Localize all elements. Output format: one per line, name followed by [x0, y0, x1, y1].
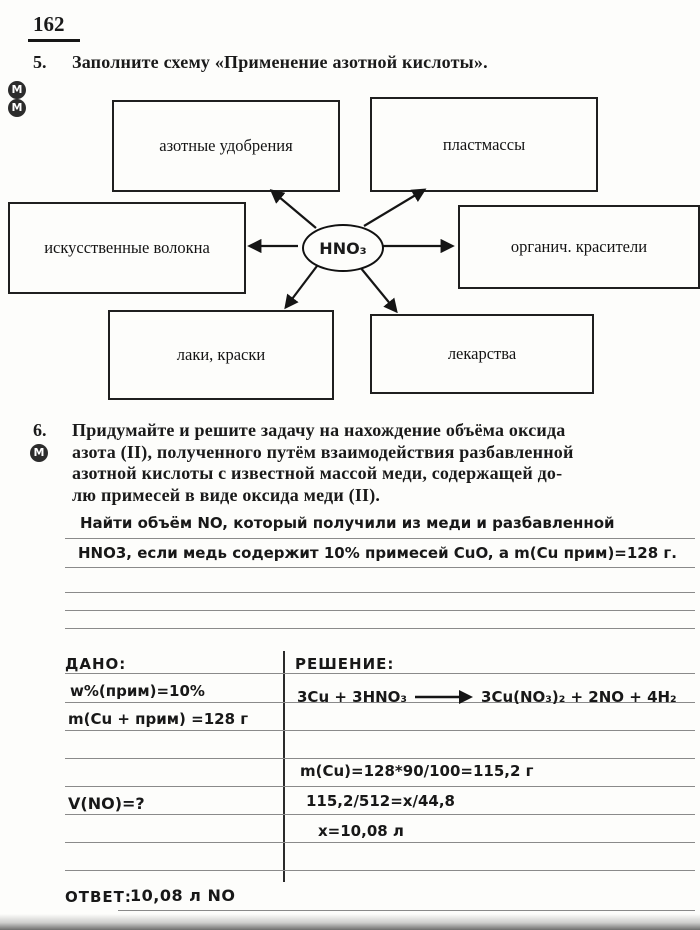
ruled-line	[65, 730, 695, 731]
ruled-line	[65, 610, 695, 611]
ruled-line	[65, 842, 695, 843]
page-number-underline	[28, 39, 80, 42]
reaction-arrow-icon	[415, 690, 473, 704]
answer-value: 10,08 л NO	[130, 886, 236, 905]
answer-label: ОТВЕТ:	[65, 888, 132, 906]
hno3-label: HNO₃	[319, 238, 367, 258]
task6-text	[72, 420, 687, 506]
task5-text: Заполните схему «Применение азотной кислоты».	[72, 52, 488, 72]
hno3-center-node	[302, 224, 384, 272]
given-item: V(NO)=?	[68, 794, 145, 813]
column-divider	[283, 651, 285, 882]
handwritten-problem-line1: Найти объём NO, который получили из меди и разбавленной	[80, 514, 615, 532]
ruled-line	[65, 870, 695, 871]
ruled-line	[65, 538, 695, 539]
given-item: w%(прим)=10%	[70, 682, 205, 700]
handwritten-problem-line2: HNO3, если медь содержит 10% примесей CuO, а m(Cu прим)=128 г.	[78, 544, 677, 562]
solution-step: 115,2/512=x/44,8	[306, 792, 455, 810]
given-label: ДАНО:	[65, 655, 127, 673]
task6-text-line: азота (II), полученного путём взаимодействия разбавленной	[72, 441, 574, 462]
ruled-line	[65, 673, 695, 674]
box-label: искусственные волокна	[44, 238, 210, 257]
box-label: азотные удобрения	[159, 136, 293, 155]
ruled-line	[65, 758, 695, 759]
ruled-line	[65, 786, 695, 787]
m-marker-icon: М	[8, 81, 26, 99]
box-label: лаки, краски	[176, 345, 266, 364]
page-number: 162	[33, 12, 65, 36]
task5-number: 5.	[33, 52, 47, 72]
scan-edge-shadow	[0, 914, 700, 930]
ruled-line	[65, 592, 695, 593]
m-marker-icon: М	[30, 444, 48, 462]
solution-step: x=10,08 л	[318, 822, 404, 840]
ruled-line	[65, 567, 695, 568]
reaction-equation-rhs: 3Cu(NO₃)₂ + 2NO + 4H₂	[481, 688, 677, 706]
box-label: пластмассы	[442, 134, 526, 154]
arrow	[272, 191, 316, 228]
task6-text-line: азотной кислоты с известной массой меди, содержащей до-	[72, 463, 563, 483]
ruled-line	[65, 814, 695, 815]
arrow	[360, 267, 396, 311]
task6-text-line: Придумайте и решите задачу на нахождение объёма оксида	[72, 420, 566, 440]
ruled-line	[65, 628, 695, 629]
solution-label: РЕШЕНИЕ:	[295, 655, 395, 673]
reaction-equation	[297, 688, 677, 706]
ruled-line	[118, 910, 695, 911]
arrow	[364, 190, 424, 226]
reaction-equation-lhs: 3Cu + 3HNO₃	[297, 688, 408, 706]
solution-step: m(Cu)=128*90/100=115,2 г	[300, 762, 534, 780]
box-label: лекарства	[447, 344, 517, 363]
m-marker-icon: М	[8, 99, 26, 117]
task6-number: 6.	[33, 420, 47, 440]
given-item: m(Cu + прим) =128 г	[68, 710, 249, 728]
task6-text-line: лю примесей в виде оксида меди (II).	[72, 484, 381, 505]
arrow	[286, 266, 317, 307]
box-label: органич. красители	[510, 237, 648, 256]
